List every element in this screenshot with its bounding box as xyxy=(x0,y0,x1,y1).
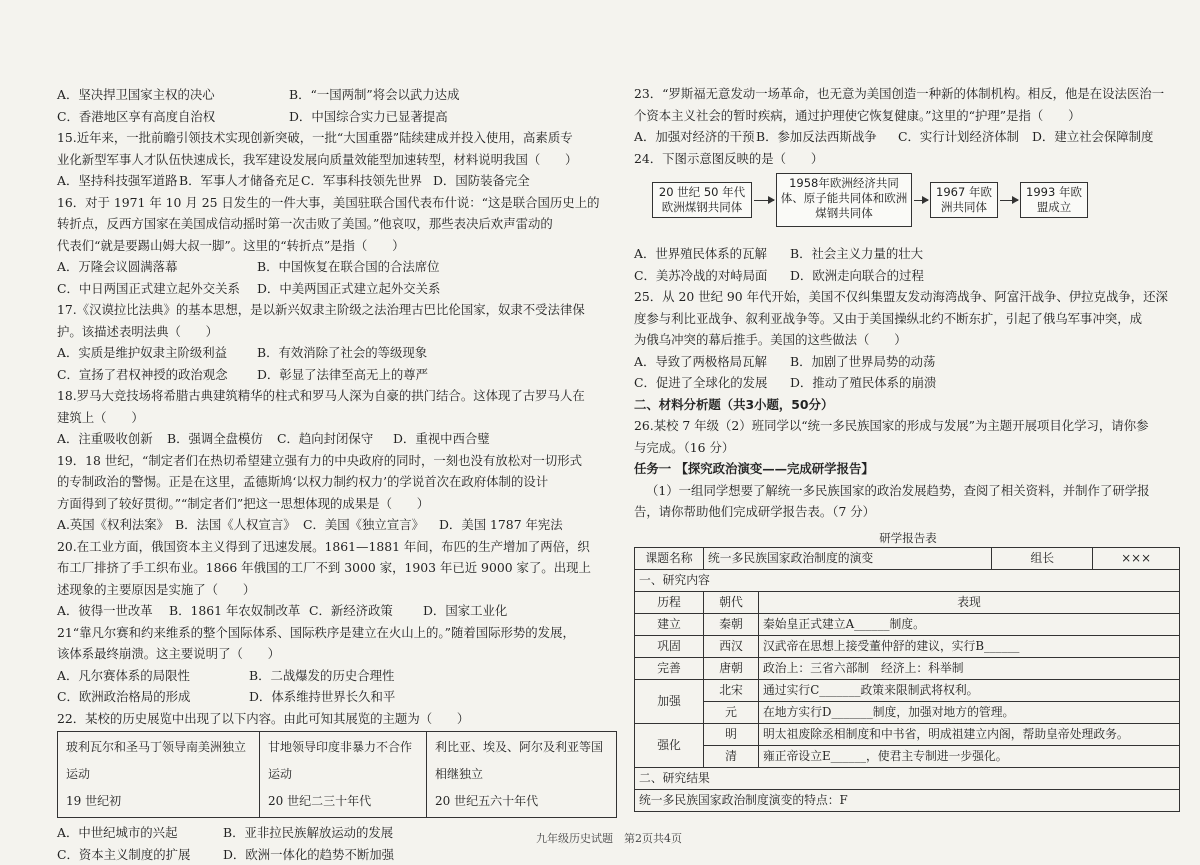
q19-options xyxy=(57,514,617,536)
q15-line-2: 业化新型军事人才队伍快速成长，我军建设发展向质量效能型加速转型，材料说明我国（ ） xyxy=(57,149,617,171)
q20-line-1: 20.在工业方面，俄国资本主义得到了迅速发展。1861—1881 年间，布匹的生产增加了两倍，织 xyxy=(57,536,617,558)
q24-line: 24．下图示意图反映的是（ ） xyxy=(634,148,1182,170)
page-footer: 九年级历史试题 第2页共4页 xyxy=(536,828,682,850)
option-c: C．中日两国正式建立起外交关系 xyxy=(57,278,257,300)
option-c: C．欧洲政治格局的形成 xyxy=(57,686,249,708)
stage-cell: 完善 xyxy=(635,657,704,679)
table-row xyxy=(635,547,1180,569)
option-c: C．资本主义制度的扩展 xyxy=(57,844,223,865)
task-heading: 任务一 【探究政治演变——完成研学报告】 xyxy=(634,458,1182,480)
task1-line-2: 告，请你帮助他们完成研学报告表。（7 分） xyxy=(634,501,1182,523)
report-table xyxy=(634,547,1180,812)
option-a: A．坚决捍卫国家主权的决心 xyxy=(57,84,289,106)
q23-line-2: 个资本主义社会的暂时疾病，通过护理使它恢复健康。”这里的“护理”是指（ ） xyxy=(634,105,1182,127)
table-row xyxy=(58,732,617,818)
option-b: B．亚非拉民族解放运动的发展 xyxy=(223,822,393,844)
option-b: B．二战爆发的历史合理性 xyxy=(249,665,394,687)
q20-line-2: 布工厂排挤了手工织布业。1866 年俄国的工厂不到 3000 家，1903 年已近 9000 家了。出现上 xyxy=(57,557,617,579)
option-c: C．美苏冷战的对峙局面 xyxy=(634,265,790,287)
q19-line-1: 19．18 世纪，“制定者们在热切希望建立强有力的中央政府的同时，一刻也没有放松对一切形式 xyxy=(57,450,617,472)
dynasty-cell: 秦朝 xyxy=(704,613,759,635)
dynasty-cell: 唐朝 xyxy=(704,657,759,679)
right-column xyxy=(634,83,1182,812)
table-row xyxy=(635,745,1180,767)
q15-line-1: 15.近年来，一批前瞻引领技术实现创新突破，一批“大国重器”陆续建成并投入使用，高素质专 xyxy=(57,127,617,149)
leader-label: 组长 xyxy=(992,547,1093,569)
option-b: B．有效消除了社会的等级现象 xyxy=(257,342,427,364)
option-a: A．加强对经济的干预 xyxy=(634,126,756,148)
desc-cell: 政治上：三省六部制 经济上：科举制 xyxy=(759,657,1180,679)
q16-line-1: 16．对于 1971 年 10 月 25 日发生的一件大事，美国驻联合国代表布什说：“这是联合国历史上的 xyxy=(57,192,617,214)
arrow-icon xyxy=(1000,200,1018,201)
event-date: 20 世纪五六十年代 xyxy=(435,788,608,815)
header-dynasty: 朝代 xyxy=(704,591,759,613)
header-desc: 表现 xyxy=(759,591,1180,613)
q16-line-3: 代表们“就是要踢山姆大叔一脚”。这里的“转折点”是指（ ） xyxy=(57,235,617,257)
q14-options-2 xyxy=(57,106,617,128)
desc-cell: 雍正帝设立E______，使君主专制进一步强化。 xyxy=(759,745,1180,767)
table-cell xyxy=(58,732,260,818)
q23-options xyxy=(634,126,1182,148)
q17-options xyxy=(57,342,617,364)
q15-options xyxy=(57,170,617,192)
table-row xyxy=(635,767,1180,789)
table-row xyxy=(635,657,1180,679)
option-a: A.英国《权利法案》 xyxy=(57,514,175,536)
q17-line-1: 17.《汉谟拉比法典》的基本思想，是以新兴奴隶主阶级之法治理古巴比伦国家，奴隶不受法律保 xyxy=(57,299,617,321)
option-d: D．彰显了法律至高无上的尊严 xyxy=(257,364,428,386)
q22-options-2 xyxy=(57,844,617,865)
section-heading: 二、材料分析题（共3小题，50分） xyxy=(634,394,1182,416)
option-d: D．建立社会保障制度 xyxy=(1032,126,1153,148)
q25-options-2 xyxy=(634,372,1182,394)
option-c: C．军事科技领先世界 xyxy=(301,170,433,192)
q24-options-2 xyxy=(634,265,1182,287)
q21-line-1: 21“靠凡尔赛和约来维系的整个国际体系、国际秩序是建立在火山上的。”随着国际形势的发展， xyxy=(57,622,617,644)
option-b: B．加剧了世界局势的动荡 xyxy=(790,351,935,373)
stage-cell: 强化 xyxy=(635,723,704,767)
box-eec: 1958年欧洲经济共同体、原子能共同体和欧洲煤钢共同体 xyxy=(776,173,912,227)
option-a: A．世界殖民体系的瓦解 xyxy=(634,243,790,265)
table-row xyxy=(635,613,1180,635)
q14-options xyxy=(57,84,617,106)
option-a: A．中世纪城市的兴起 xyxy=(57,822,223,844)
option-b: B．参加反法西斯战争 xyxy=(756,126,898,148)
report-title: 研学报告表 xyxy=(634,529,1182,547)
arrow-icon xyxy=(754,200,774,201)
option-d: D．美国 1787 年宪法 xyxy=(439,514,563,536)
desc-cell: 汉武帝在思想上接受董仲舒的建议，实行B______ xyxy=(759,635,1180,657)
q17-options-2 xyxy=(57,364,617,386)
stage-cell: 加强 xyxy=(635,679,704,723)
stage-cell: 建立 xyxy=(635,613,704,635)
option-c: C．促进了全球化的发展 xyxy=(634,372,790,394)
event-text: 甘地领导印度非暴力不合作运动 xyxy=(268,734,418,788)
option-a: A．导致了两极格局瓦解 xyxy=(634,351,790,373)
option-c: C．实行计划经济体制 xyxy=(898,126,1032,148)
option-d: D．国防装备完全 xyxy=(433,170,530,192)
option-b: B．中国恢复在联合国的合法席位 xyxy=(257,256,440,278)
event-text: 玻利瓦尔和圣马丁领导南美洲独立运动 xyxy=(66,734,251,788)
q20-line-3: 述现象的主要原因是实施了（ ） xyxy=(57,579,617,601)
topic-label: 课题名称 xyxy=(635,547,704,569)
option-d: D．国家工业化 xyxy=(423,600,507,622)
q24-options xyxy=(634,243,1182,265)
option-b: B．社会主义力量的壮大 xyxy=(790,243,923,265)
option-c: C．美国《独立宣言》 xyxy=(303,514,439,536)
q16-options xyxy=(57,256,617,278)
section-label: 一、研究内容 xyxy=(635,569,1180,591)
q21-options-2 xyxy=(57,686,617,708)
option-d: D．体系维持世界长久和平 xyxy=(249,686,395,708)
header-stage: 历程 xyxy=(635,591,704,613)
option-d: D．推动了殖民体系的崩溃 xyxy=(790,372,936,394)
box-ecsc: 20 世纪 50 年代欧洲煤钢共同体 xyxy=(652,182,752,218)
left-column xyxy=(57,84,617,865)
eu-flow-diagram xyxy=(634,171,1182,237)
table-row xyxy=(635,635,1180,657)
option-b: B．法国《人权宣言》 xyxy=(175,514,303,536)
event-date: 20 世纪二三十年代 xyxy=(268,788,418,815)
option-d: D．欧洲走向联合的过程 xyxy=(790,265,924,287)
section-label: 二、研究结果 xyxy=(635,767,1180,789)
q17-line-2: 护。该描述表明法典（ ） xyxy=(57,321,617,343)
q23-line-1: 23．“罗斯福无意发动一场革命，也无意为美国创造一种新的体制机构。相反，他是在设法医治一 xyxy=(634,83,1182,105)
q18-line-2: 建筑上（ ） xyxy=(57,407,617,429)
option-a: A．彼得一世改革 xyxy=(57,600,169,622)
q25-line-3: 为俄乌冲突的幕后推手。美国的这些做法（ ） xyxy=(634,329,1182,351)
result-cell: 统一多民族国家政治制度演变的特点：F xyxy=(635,789,1180,811)
option-c: C．趋向封闭保守 xyxy=(277,428,393,450)
option-c: C．宣扬了君权神授的政治观念 xyxy=(57,364,257,386)
dynasty-cell: 元 xyxy=(704,701,759,723)
option-d: D．中国综合实力已显著提高 xyxy=(289,106,448,128)
q18-options xyxy=(57,428,617,450)
event-text: 利比亚、埃及、阿尔及利亚等国相继独立 xyxy=(435,734,608,788)
q21-line-2: 该体系最终崩溃。这主要说明了（ ） xyxy=(57,643,617,665)
q22-table xyxy=(57,731,617,818)
event-date: 19 世纪初 xyxy=(66,788,251,815)
option-b: B．强调全盘模仿 xyxy=(167,428,277,450)
q19-line-3: 方面得到了较好贯彻。”“制定者们”把这一思想体现的成果是（ ） xyxy=(57,493,617,515)
q20-options xyxy=(57,600,617,622)
dynasty-cell: 北宋 xyxy=(704,679,759,701)
option-d: D．欧洲一体化的趋势不断加强 xyxy=(223,844,394,865)
table-cell xyxy=(260,732,427,818)
option-c: C．新经济政策 xyxy=(309,600,423,622)
q26-line-1: 26.某校 7 年级（2）班同学以“统一多民族国家的形成与发展”为主题开展项目化学习，请你参 xyxy=(634,415,1182,437)
q22-options xyxy=(57,822,617,844)
table-cell xyxy=(427,732,617,818)
table-row xyxy=(635,701,1180,723)
table-row xyxy=(635,569,1180,591)
task1-line-1: （1）一组同学想要了解统一多民族国家的政治发展趋势，查阅了相关资料，并制作了研学报 xyxy=(634,480,1182,502)
desc-cell: 秦始皇正式建立A______制度。 xyxy=(759,613,1180,635)
dynasty-cell: 西汉 xyxy=(704,635,759,657)
dynasty-cell: 明 xyxy=(704,723,759,745)
desc-cell: 通过实行C_______政策来限制武将权利。 xyxy=(759,679,1180,701)
option-a: A．万隆会议圆满落幕 xyxy=(57,256,257,278)
table-row xyxy=(635,679,1180,701)
dynasty-cell: 清 xyxy=(704,745,759,767)
arrow-icon xyxy=(914,200,928,201)
q25-line-2: 度参与利比亚战争、叙利亚战争等。又由于美国操纵北约不断东扩，引起了俄乌军事冲突，成 xyxy=(634,308,1182,330)
topic-value: 统一多民族国家政治制度的演变 xyxy=(704,547,992,569)
option-d: D．重视中西合璧 xyxy=(393,428,490,450)
option-a: A．凡尔赛体系的局限性 xyxy=(57,665,249,687)
leader-value: ××× xyxy=(1093,547,1180,569)
q18-line-1: 18.罗马大竞技场将希腊古典建筑精华的柱式和罗马人深为自豪的拱门结合。这体现了古罗马人在 xyxy=(57,385,617,407)
q19-line-2: 的专制政治的警惕。正是在这里，孟德斯鸠‘以权力制约权力’的学说首次在政府体制的设计 xyxy=(57,471,617,493)
q16-line-2: 转折点，反西方国家在美国成信动摇时第一次击败了美国。”他哀叹，那些表决后欢声雷动的 xyxy=(57,213,617,235)
box-eu: 1993 年欧盟成立 xyxy=(1020,182,1088,218)
option-a: A．注重吸收创新 xyxy=(57,428,167,450)
table-row xyxy=(635,789,1180,811)
q16-options-2 xyxy=(57,278,617,300)
table-row xyxy=(635,723,1180,745)
q26-line-2: 与完成。（16 分） xyxy=(634,437,1182,459)
table-row xyxy=(635,591,1180,613)
stage-cell: 巩固 xyxy=(635,635,704,657)
desc-cell: 明太祖废除丞相制度和中书省，明成祖建立内阁，帮助皇帝处理政务。 xyxy=(759,723,1180,745)
option-a: A．实质是维护奴隶主阶级利益 xyxy=(57,342,257,364)
q22-line: 22．某校的历史展览中出现了以下内容。由此可知其展览的主题为（ ） xyxy=(57,708,617,730)
q25-line-1: 25．从 20 世纪 90 年代开始，美国不仅纠集盟友发动海湾战争、阿富汗战争、伊拉克战争，还深 xyxy=(634,286,1182,308)
option-c: C．香港地区享有高度自治权 xyxy=(57,106,289,128)
box-ec: 1967 年欧洲共同体 xyxy=(930,182,998,218)
option-d: D．中美两国正式建立起外交关系 xyxy=(257,278,440,300)
desc-cell: 在地方实行D_______制度，加强对地方的管理。 xyxy=(759,701,1180,723)
option-a: A．坚持科技强军道路 xyxy=(57,170,179,192)
q25-options xyxy=(634,351,1182,373)
option-b: B．“一国两制”将会以武力达成 xyxy=(289,84,459,106)
option-b: B．1861 年农奴制改革 xyxy=(169,600,309,622)
option-b: B．军事人才储备充足 xyxy=(179,170,301,192)
q21-options xyxy=(57,665,617,687)
